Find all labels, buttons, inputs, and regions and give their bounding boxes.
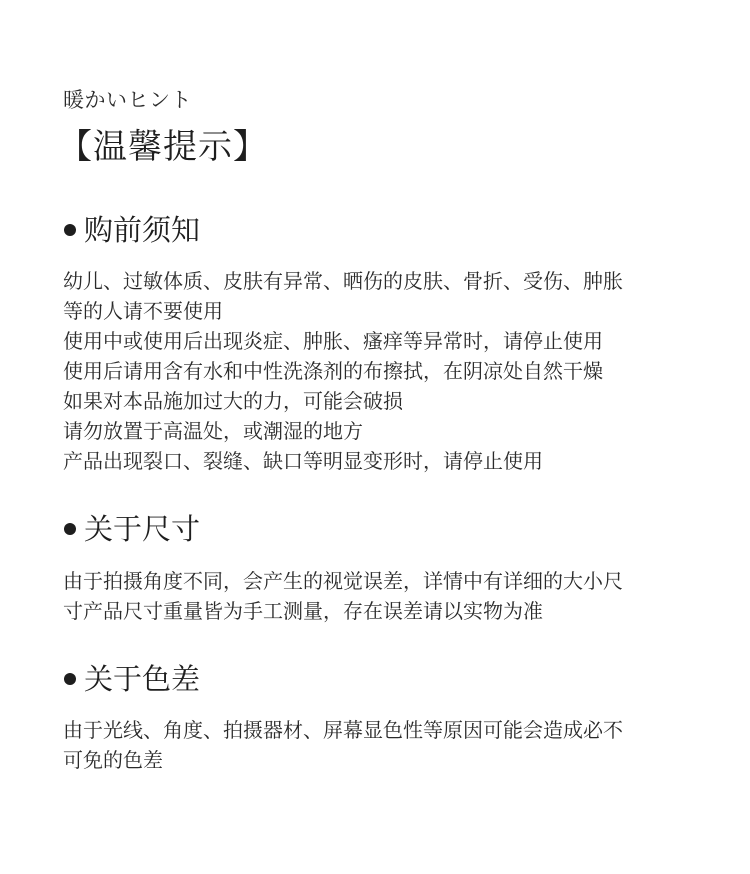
bullet-icon xyxy=(64,523,76,535)
text-line: 由于光线、角度、拍摄器材、屏幕显色性等原因可能会造成必不 xyxy=(63,718,623,742)
purchase-notice-text xyxy=(63,266,703,476)
text-line: 请勿放置于高温处，或潮湿的地方 xyxy=(63,419,363,443)
page-subtitle: 暖かいヒント xyxy=(63,88,192,112)
bullet-icon xyxy=(64,673,76,685)
text-line: 等的人请不要使用 xyxy=(63,299,223,323)
text-line: 如果对本品施加过大的力，可能会破损 xyxy=(63,389,403,413)
section-heading-label: 购前须知 xyxy=(84,213,201,247)
section-heading-size xyxy=(64,511,200,547)
section-heading-label: 关于色差 xyxy=(84,662,201,696)
size-text xyxy=(63,566,703,626)
color-difference-text xyxy=(63,715,703,775)
section-heading-purchase-notice xyxy=(64,212,200,248)
text-line: 由于拍摄角度不同，会产生的视觉误差，详情中有详细的大小尺 xyxy=(63,569,623,593)
section-heading-label: 关于尺寸 xyxy=(84,512,201,546)
text-line: 可免的色差 xyxy=(63,748,163,772)
text-line: 使用中或使用后出现炎症、肿胀、瘙痒等异常时，请停止使用 xyxy=(63,329,603,353)
text-line: 寸产品尺寸重量皆为手工测量，存在误差请以实物为准 xyxy=(63,599,543,623)
text-line: 使用后请用含有水和中性洗涤剂的布擦拭，在阴凉处自然干燥 xyxy=(63,359,603,383)
text-line: 幼儿、过敏体质、皮肤有异常、晒伤的皮肤、骨折、受伤、肿胀 xyxy=(63,269,623,293)
text-line: 产品出现裂口、裂缝、缺口等明显变形时，请停止使用 xyxy=(63,449,543,473)
section-heading-color-difference xyxy=(64,661,200,697)
bullet-icon xyxy=(64,224,76,236)
page-title: 【温馨提示】 xyxy=(58,127,268,167)
